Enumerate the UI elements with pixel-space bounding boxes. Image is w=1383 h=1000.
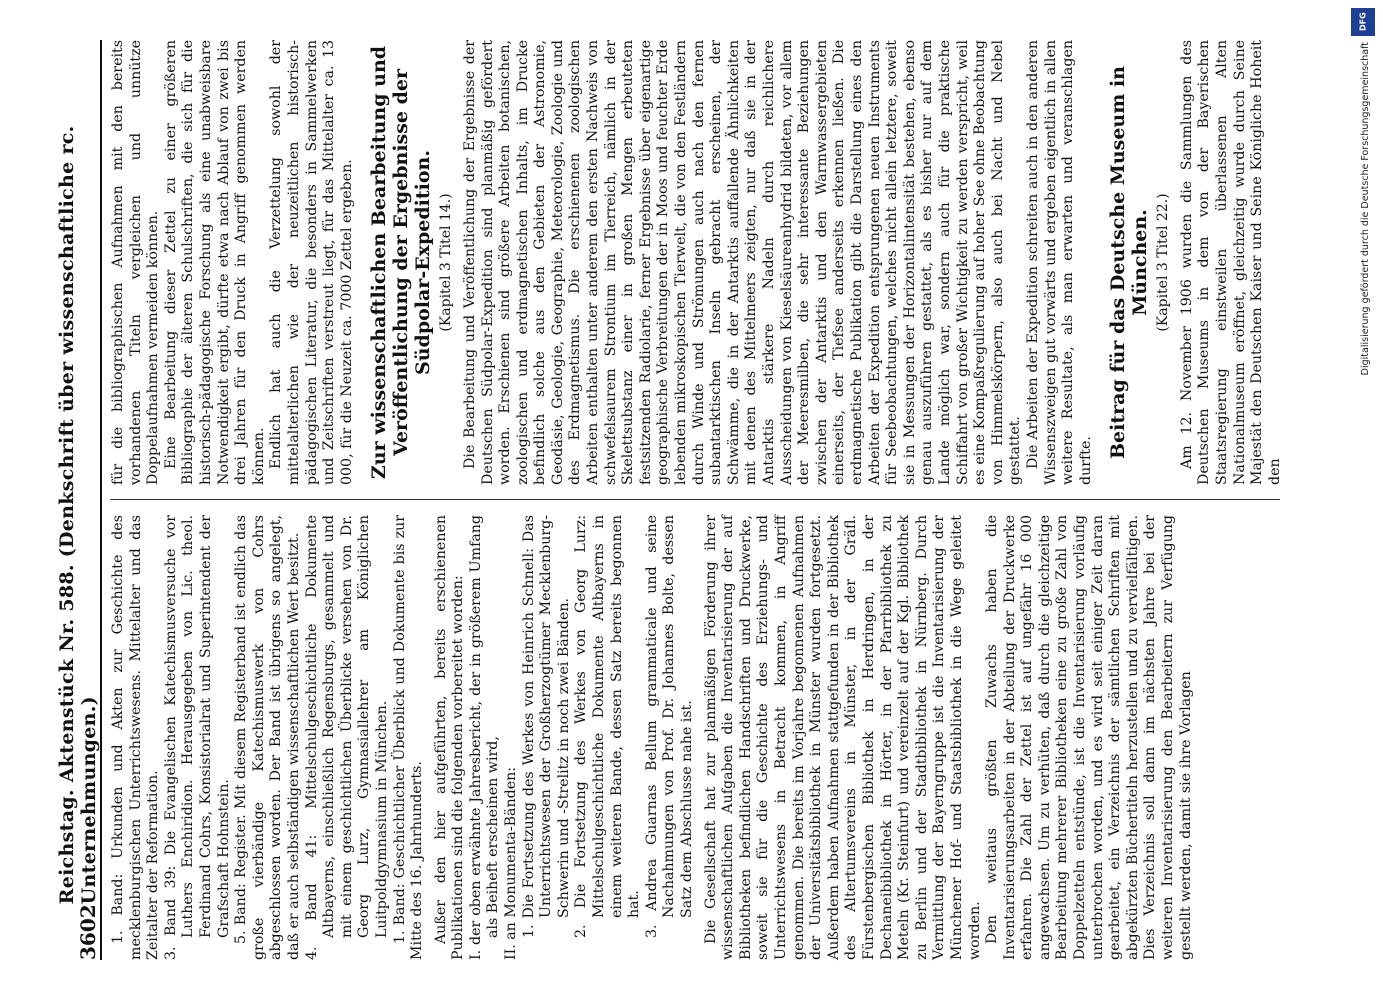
digitization-note: Digitalisierung gefördert durch die Deutsche Forschungsgemeinschaft [1360, 42, 1371, 376]
document-page [56, 0, 1300, 1000]
right-column [110, 40, 1283, 485]
left-paragraph: 1. Band: Urkunden und Akten zur Geschichte des mecklenburgischen Unterrichtswesens. Mittelalter und das Zeitalter der Reformation. [110, 515, 162, 960]
column-divider [110, 499, 1280, 500]
page-content [56, 40, 1288, 960]
right-section-subtitle: (Kapitel 3 Titel 14.) [438, 193, 455, 332]
left-paragraph: I. der oben erwähnte Jahresbericht, der in größerem Umfang als Beiheft erscheinen wird, [467, 515, 502, 960]
left-paragraph: Außer den hier aufgeführten, bereits erschienenen Publikationen sind die folgenden vorbereitet worden: [432, 515, 467, 960]
dfg-logo: DFG [1351, 8, 1375, 36]
left-paragraph: 4. Band 41: Mittelschulgeschichtliche Dokumente Altbayerns, einschließlich Regensburgs, gesammelt und mit einem geschichtlichen Überblicke versehen von Dr. Georg Lurz, Gymnasiallehrer am Königlichen Luitpoldgymnasium in München. [303, 515, 390, 960]
left-paragraph: 3. Andrea Guarnas Bellum grammaticale und seine Nachahmungen von Prof. Dr. Johannes Bolte, dessen Satz dem Abschlusse nahe ist. [643, 515, 695, 938]
right-paragraph: für die bibliographischen Aufnahmen mit den bereits vorhandenen Titeln vergleichen und unnütze Doppelaufnahmen vermeiden können. [110, 40, 162, 485]
left-paragraph: Den weitaus größten Zuwachs haben die Inventarisierungsarbeiten in der Abteilung der Druckwerke erfahren. Die Zahl der Zettel ist auf ungefähr 16 000 angewachsen. Um zu verhüten, daß durch die gleichzeitige Bearbeitung mehrerer Bibliotheken eine zu große Zahl von Doppelzetteln entstünde, ist die Inventarisierung vorläufig unterbrochen worden, und es wird seit einiger Zeit daran gearbeitet, ein Verzeichnis der sämtlichen Schriften mit abgekürzten Büchertiteln herzustellen und zu vervielfältigen. Dies Verzeichnis soll dann im nächsten Jahre bei der weiteren Inventarisierung den Bearbeitern zur Verfügung gestellt werden, damit sie ihre Vorlagen [984, 515, 1194, 960]
left-paragraph: 2. Die Fortsetzung des Werkes von Georg Lurz: Mittelschulgeschichtliche Dokumente Altbayerns in einem weiteren Bande, dessen Satz bereits begonnen hat. [573, 515, 643, 938]
right-paragraph: Am 12. November 1906 wurden die Sammlungen des Deutschen Museums in dem von der Bayerischen Staatsregierung einstweilen überlassenen Alten Nationalmuseum eröffnet, gleichzeitig wurde durch Seine Majestät den Deutschen Kaiser und Seine Königliche Hoheit den [1178, 40, 1283, 485]
page-header [56, 40, 102, 960]
left-paragraph: 1. Die Fortsetzung des Werkes von Heinrich Schnell: Das Unterrichtswesen der Großherzogtümer Mecklenburg-Schwerin und -Strelitz in noch zwei Bänden. [520, 515, 572, 938]
right-paragraph: Endlich hat auch die Verzettelung sowohl der mittelalterlichen wie der neuzeitlichen historisch-pädagogischen Literatur, die besonders in Sammelwerken und Zeitschriften verstreut liegt, für das Mittelalter ca. 13 000, für die Neuzeit ca. 7000 Zettel ergeben. [268, 40, 355, 485]
right-section-subtitle: (Kapitel 3 Titel 22.) [1155, 193, 1172, 332]
left-paragraph: Die Gesellschaft hat zur planmäßigen Förderung ihrer wissenschaftlichen Aufgaben die Inventarisierung der auf Bibliotheken befindlichen Handschriften und Druckwerke, soweit sie für die Geschichte des Erziehungs- und Unterrichtswesens in Betracht kommen, in Angriff genommen. Die bereits im Vorjahre begonnenen Aufnahmen der Universitätsbibliothek in Münster wurden fortgesetzt. Außerdem haben Aufnahmen stattgefunden in der Bibliothek des Altertumsvereins in Münster, in der Gräfl. Fürstenbergischen Bibliothek in Herdringen, in der Dechaneibibliothek in Hörter, in der Pfarrbibliothek zu Meteln (Kr. Steinfurt) und vereinzelt auf der Kgl. Bibliothek zu Berlin und der Stadtbibliothek in Nürnberg. Durch Vermittlung der Bayerngruppe ist die Inventarisierung der Münchener Hof- und Staatsbibliothek in die Wege geleitet worden. [702, 515, 983, 960]
left-paragraph: 5. Band: Register. Mit diesem Registerband ist endlich das große vierbändige Katechismuswerk von Cohrs abgeschlossen worden. Der Band ist übrigens so angelegt, daß er auch selbständigen wissenschaftlichen Wert besitzt. [233, 515, 302, 960]
page-number: 3602 [76, 904, 100, 960]
digitization-sidebar [1349, 8, 1377, 568]
right-paragraph: Die Bearbeitung und Veröffentlichung der Ergebnisse der Deutschen Südpolar-Expedition sind planmäßig gefördert worden. Erschienen sind größere Arbeiten botanischen, zoologischen und erdmagnetischen Inhalts, im Drucke befindlich solche aus den Gebieten der Astronomie, Geodäsie, Geologie, Geographie, Meteorologie, Zoologie und des Erdmagnetismus. Die erschienenen zoologischen Arbeiten enthalten unter anderem den ersten Nachweis von schwefelsaurem Strontium im Tierreich, nämlich in der Skelettsubstanz einer in großen Mengen erbeuteten festsitzenden Radiolarie, ferner Ergebnisse über eigenartige geographische Verbreitungen der in Moos und feuchter Erde lebenden mikroskopischen Tierwelt, die von den Festländern durch Winde und Strömungen auch nach den fernen subantarktischen Inseln gebracht erscheinen, der Schwämme, die in der Antarktis auffallende Ähnlichkeiten mit denen des Mittelmeers zeigten, nur daß sie in der Antarktis stärkere Nadeln durch reichlichere Ausscheidungen von Kieselsäureanhydrid bildeten, vor allem der Meeresmilben, die sehr interessante Beziehungen zwischen der Antarktis und den Warmwassergebieten einerseits, der Tiefsee anderseits erkennen ließen. Die erdmagnetische Publikation gibt die Darstellung eines den Arbeiten der Expedition entsprungenen neuen Instruments für Seebeobachtungen, welches nicht allein letztere, soweit sie in Messungen der Horizontalintensität bestehen, ebenso genau auszuführen gestattet, als es bisher nur auf dem Lande möglich war, sondern auch für die praktische Schiffahrt von großer Wichtigkeit zu werden verspricht, weil es eine Kompaßregulierung auf hoher See ohne Beobachtung von Himmelskörpern, also auch bei Nacht und Nebel gestattet. [461, 40, 1024, 485]
left-column [110, 515, 1280, 960]
left-paragraph: II. an Monumenta-Bänden: [503, 766, 520, 960]
right-section-heading: Zur wissenschaftlichen Bearbeitung und Veröffentlichung der Ergebnisse der Südpolar-Expedition. [368, 45, 435, 480]
page-title: Reichstag. Aktenstück Nr. 588. (Denkschrift über wissenschaftliche rc. Unternehmungen.) [56, 125, 100, 905]
right-section-heading: Beitrag für das Deutsche Museum in München. [1107, 65, 1152, 460]
right-paragraph: Eine Bearbeitung dieser Zettel zu einer größeren Bibliographie der älteren Schulschriften, die sich für die historisch-pädagogische Forschung als eine unabweisbare Notwendigkeit ergibt, dürfte etwa nach Ablauf von zwei bis drei Jahren für den Druck in Angriff genommen werden können. [162, 40, 267, 485]
right-paragraph: Die Arbeiten der Expedition schreiten auch in den anderen Wissenszweigen gut vorwärts und ergeben eigentlich in allen weitere Resultate, als man erwarten und veranschlagen durfte. [1024, 40, 1094, 485]
left-paragraph: 1. Band: Geschichtlicher Überblick und Dokumente bis zur Mitte des 16. Jahrhunderts. [391, 515, 426, 960]
left-paragraph: 3. Band 39: Die Evangelischen Katechismusversuche vor Luthers Enchiridion. Herausgegeben von Lic. theol. Ferdinand Cohrs, Konsistorialrat und Superintendent der Grafschaft Hohnstein. [162, 515, 232, 960]
